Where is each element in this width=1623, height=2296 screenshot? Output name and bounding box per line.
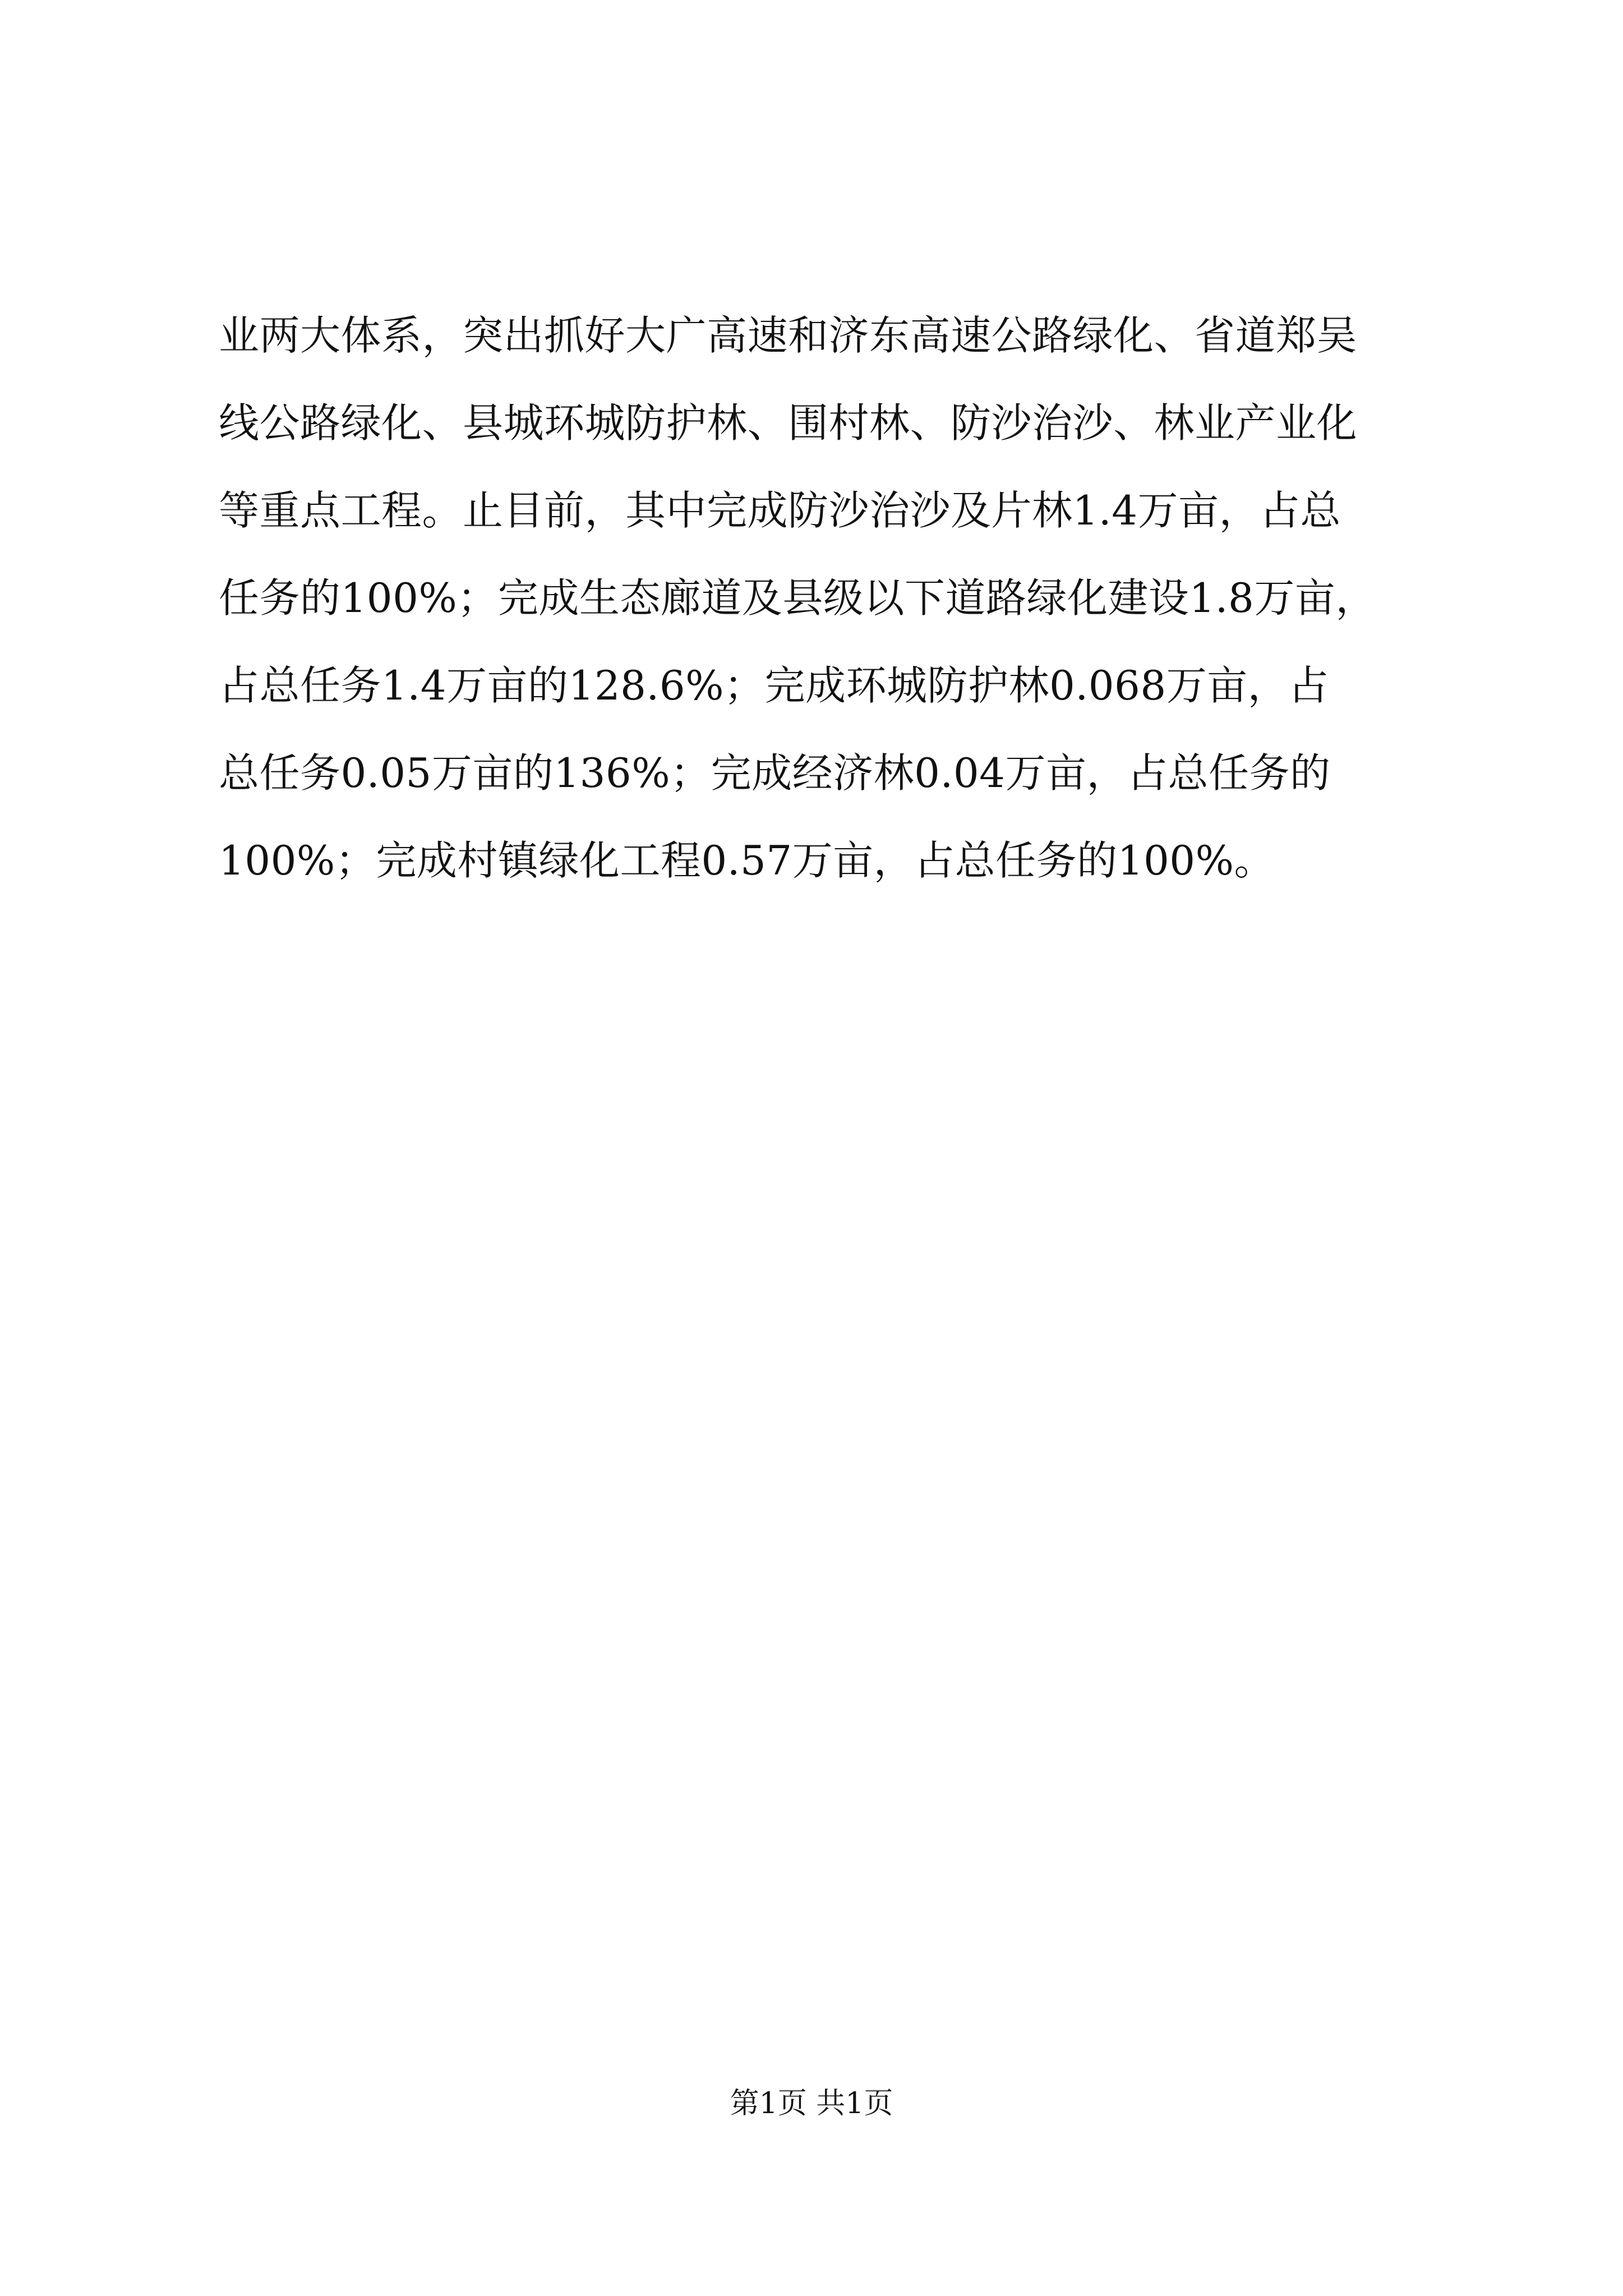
paragraph-line-4: 任务的100%；完成生态廊道及县级以下道路绿化建设1.8万亩，: [219, 574, 1376, 622]
paragraph-line-6: 总任务0.05万亩的136%；完成经济林0.04万亩，占总任务的: [219, 749, 1331, 797]
paragraph-line-2: 线公路绿化、县城环城防护林、围村林、防沙治沙、林业产业化: [219, 399, 1358, 447]
page-indicator: 第1页 共1页: [730, 2087, 893, 2120]
paragraph-line-3: 等重点工程。止目前，其中完成防沙治沙及片林1.4万亩，占总: [219, 487, 1341, 534]
document-paragraph: [219, 292, 1424, 904]
page-footer: [0, 2081, 1623, 2126]
paragraph-line-1: 业两大体系，突出抓好大广高速和济东高速公路绿化、省道郑吴: [219, 312, 1358, 359]
paragraph-line-7: 100%；完成村镇绿化工程0.57万亩，占总任务的100%。: [219, 837, 1275, 884]
paragraph-line-5: 占总任务1.4万亩的128.6%；完成环城防护林0.068万亩，占: [219, 662, 1329, 709]
